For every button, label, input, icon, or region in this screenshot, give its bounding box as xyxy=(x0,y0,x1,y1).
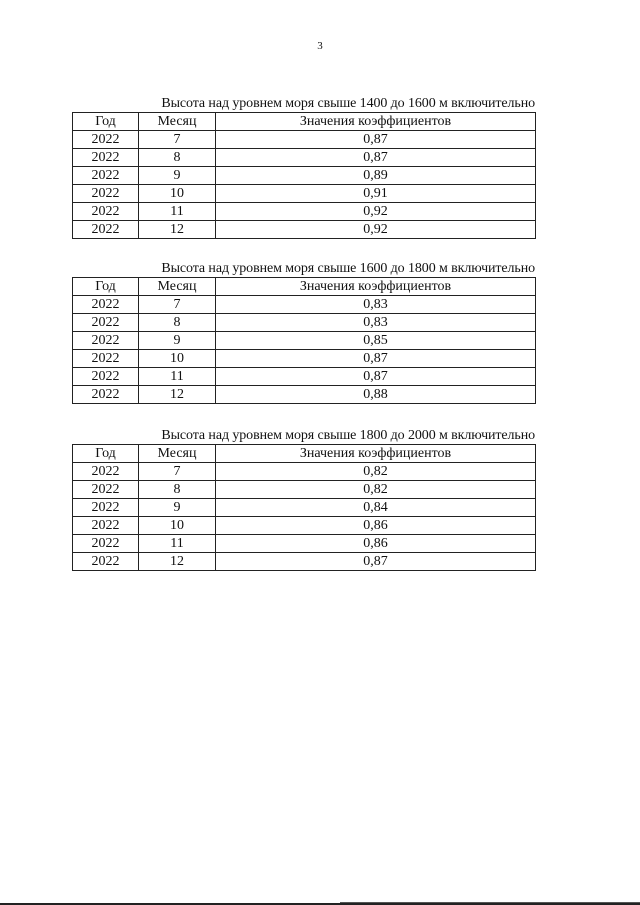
cell-month: 7 xyxy=(139,463,216,481)
cell-month: 11 xyxy=(139,535,216,553)
altitude-section-1400-1600 xyxy=(72,96,535,239)
cell-year: 2022 xyxy=(73,167,139,185)
cell-year: 2022 xyxy=(73,368,139,386)
cell-month: 8 xyxy=(139,149,216,167)
cell-year: 2022 xyxy=(73,481,139,499)
cell-month: 7 xyxy=(139,296,216,314)
cell-year: 2022 xyxy=(73,314,139,332)
header-month: Месяц xyxy=(139,445,216,463)
cell-year: 2022 xyxy=(73,332,139,350)
header-value: Значения коэффициентов xyxy=(216,278,536,296)
cell-value: 0,88 xyxy=(216,386,536,404)
header-year: Год xyxy=(73,445,139,463)
cell-year: 2022 xyxy=(73,463,139,481)
header-value: Значения коэффициентов xyxy=(216,113,536,131)
header-year: Год xyxy=(73,278,139,296)
cell-value: 0,92 xyxy=(216,221,536,239)
cell-month: 8 xyxy=(139,314,216,332)
table-row xyxy=(73,517,536,535)
cell-value: 0,91 xyxy=(216,185,536,203)
header-year: Год xyxy=(73,113,139,131)
table-row xyxy=(73,149,536,167)
cell-value: 0,92 xyxy=(216,203,536,221)
cell-value: 0,87 xyxy=(216,131,536,149)
cell-value: 0,83 xyxy=(216,314,536,332)
table-row xyxy=(73,203,536,221)
cell-month: 8 xyxy=(139,481,216,499)
coefficients-table xyxy=(72,277,536,404)
table-row xyxy=(73,314,536,332)
table-row xyxy=(73,463,536,481)
cell-value: 0,86 xyxy=(216,517,536,535)
header-month: Месяц xyxy=(139,113,216,131)
cell-month: 9 xyxy=(139,167,216,185)
cell-value: 0,87 xyxy=(216,553,536,571)
cell-value: 0,82 xyxy=(216,481,536,499)
cell-month: 9 xyxy=(139,332,216,350)
cell-value: 0,86 xyxy=(216,535,536,553)
table-header-row xyxy=(73,445,536,463)
table-header-row xyxy=(73,113,536,131)
cell-month: 11 xyxy=(139,368,216,386)
table-row xyxy=(73,185,536,203)
coefficients-table xyxy=(72,112,536,239)
coefficients-table xyxy=(72,444,536,571)
cell-year: 2022 xyxy=(73,350,139,368)
table-row xyxy=(73,131,536,149)
cell-year: 2022 xyxy=(73,296,139,314)
page-number: 3 xyxy=(317,40,323,52)
cell-year: 2022 xyxy=(73,131,139,149)
cell-year: 2022 xyxy=(73,386,139,404)
cell-month: 7 xyxy=(139,131,216,149)
cell-value: 0,87 xyxy=(216,350,536,368)
cell-year: 2022 xyxy=(73,517,139,535)
table-row xyxy=(73,368,536,386)
table-row xyxy=(73,221,536,239)
cell-month: 9 xyxy=(139,499,216,517)
cell-year: 2022 xyxy=(73,149,139,167)
cell-value: 0,89 xyxy=(216,167,536,185)
section-title: Высота над уровнем моря свыше 1800 до 2000 м включительно xyxy=(161,428,535,443)
table-row xyxy=(73,499,536,517)
table-row xyxy=(73,350,536,368)
cell-year: 2022 xyxy=(73,203,139,221)
cell-value: 0,82 xyxy=(216,463,536,481)
table-row xyxy=(73,167,536,185)
altitude-section-1600-1800 xyxy=(72,261,535,404)
cell-year: 2022 xyxy=(73,499,139,517)
header-value: Значения коэффициентов xyxy=(216,445,536,463)
cell-month: 12 xyxy=(139,386,216,404)
table-row xyxy=(73,296,536,314)
cell-year: 2022 xyxy=(73,535,139,553)
cell-value: 0,83 xyxy=(216,296,536,314)
cell-month: 10 xyxy=(139,350,216,368)
table-row xyxy=(73,386,536,404)
table-row xyxy=(73,553,536,571)
table-row xyxy=(73,481,536,499)
table-row xyxy=(73,332,536,350)
cell-value: 0,87 xyxy=(216,149,536,167)
cell-year: 2022 xyxy=(73,553,139,571)
cell-month: 12 xyxy=(139,221,216,239)
header-month: Месяц xyxy=(139,278,216,296)
section-title: Высота над уровнем моря свыше 1400 до 1600 м включительно xyxy=(161,96,535,111)
cell-year: 2022 xyxy=(73,185,139,203)
cell-month: 10 xyxy=(139,517,216,535)
section-title: Высота над уровнем моря свыше 1600 до 1800 м включительно xyxy=(161,261,535,276)
cell-month: 10 xyxy=(139,185,216,203)
table-row xyxy=(73,535,536,553)
cell-year: 2022 xyxy=(73,221,139,239)
altitude-section-1800-2000 xyxy=(72,428,535,571)
cell-value: 0,87 xyxy=(216,368,536,386)
cell-value: 0,84 xyxy=(216,499,536,517)
cell-month: 11 xyxy=(139,203,216,221)
table-header-row xyxy=(73,278,536,296)
cell-month: 12 xyxy=(139,553,216,571)
cell-value: 0,85 xyxy=(216,332,536,350)
